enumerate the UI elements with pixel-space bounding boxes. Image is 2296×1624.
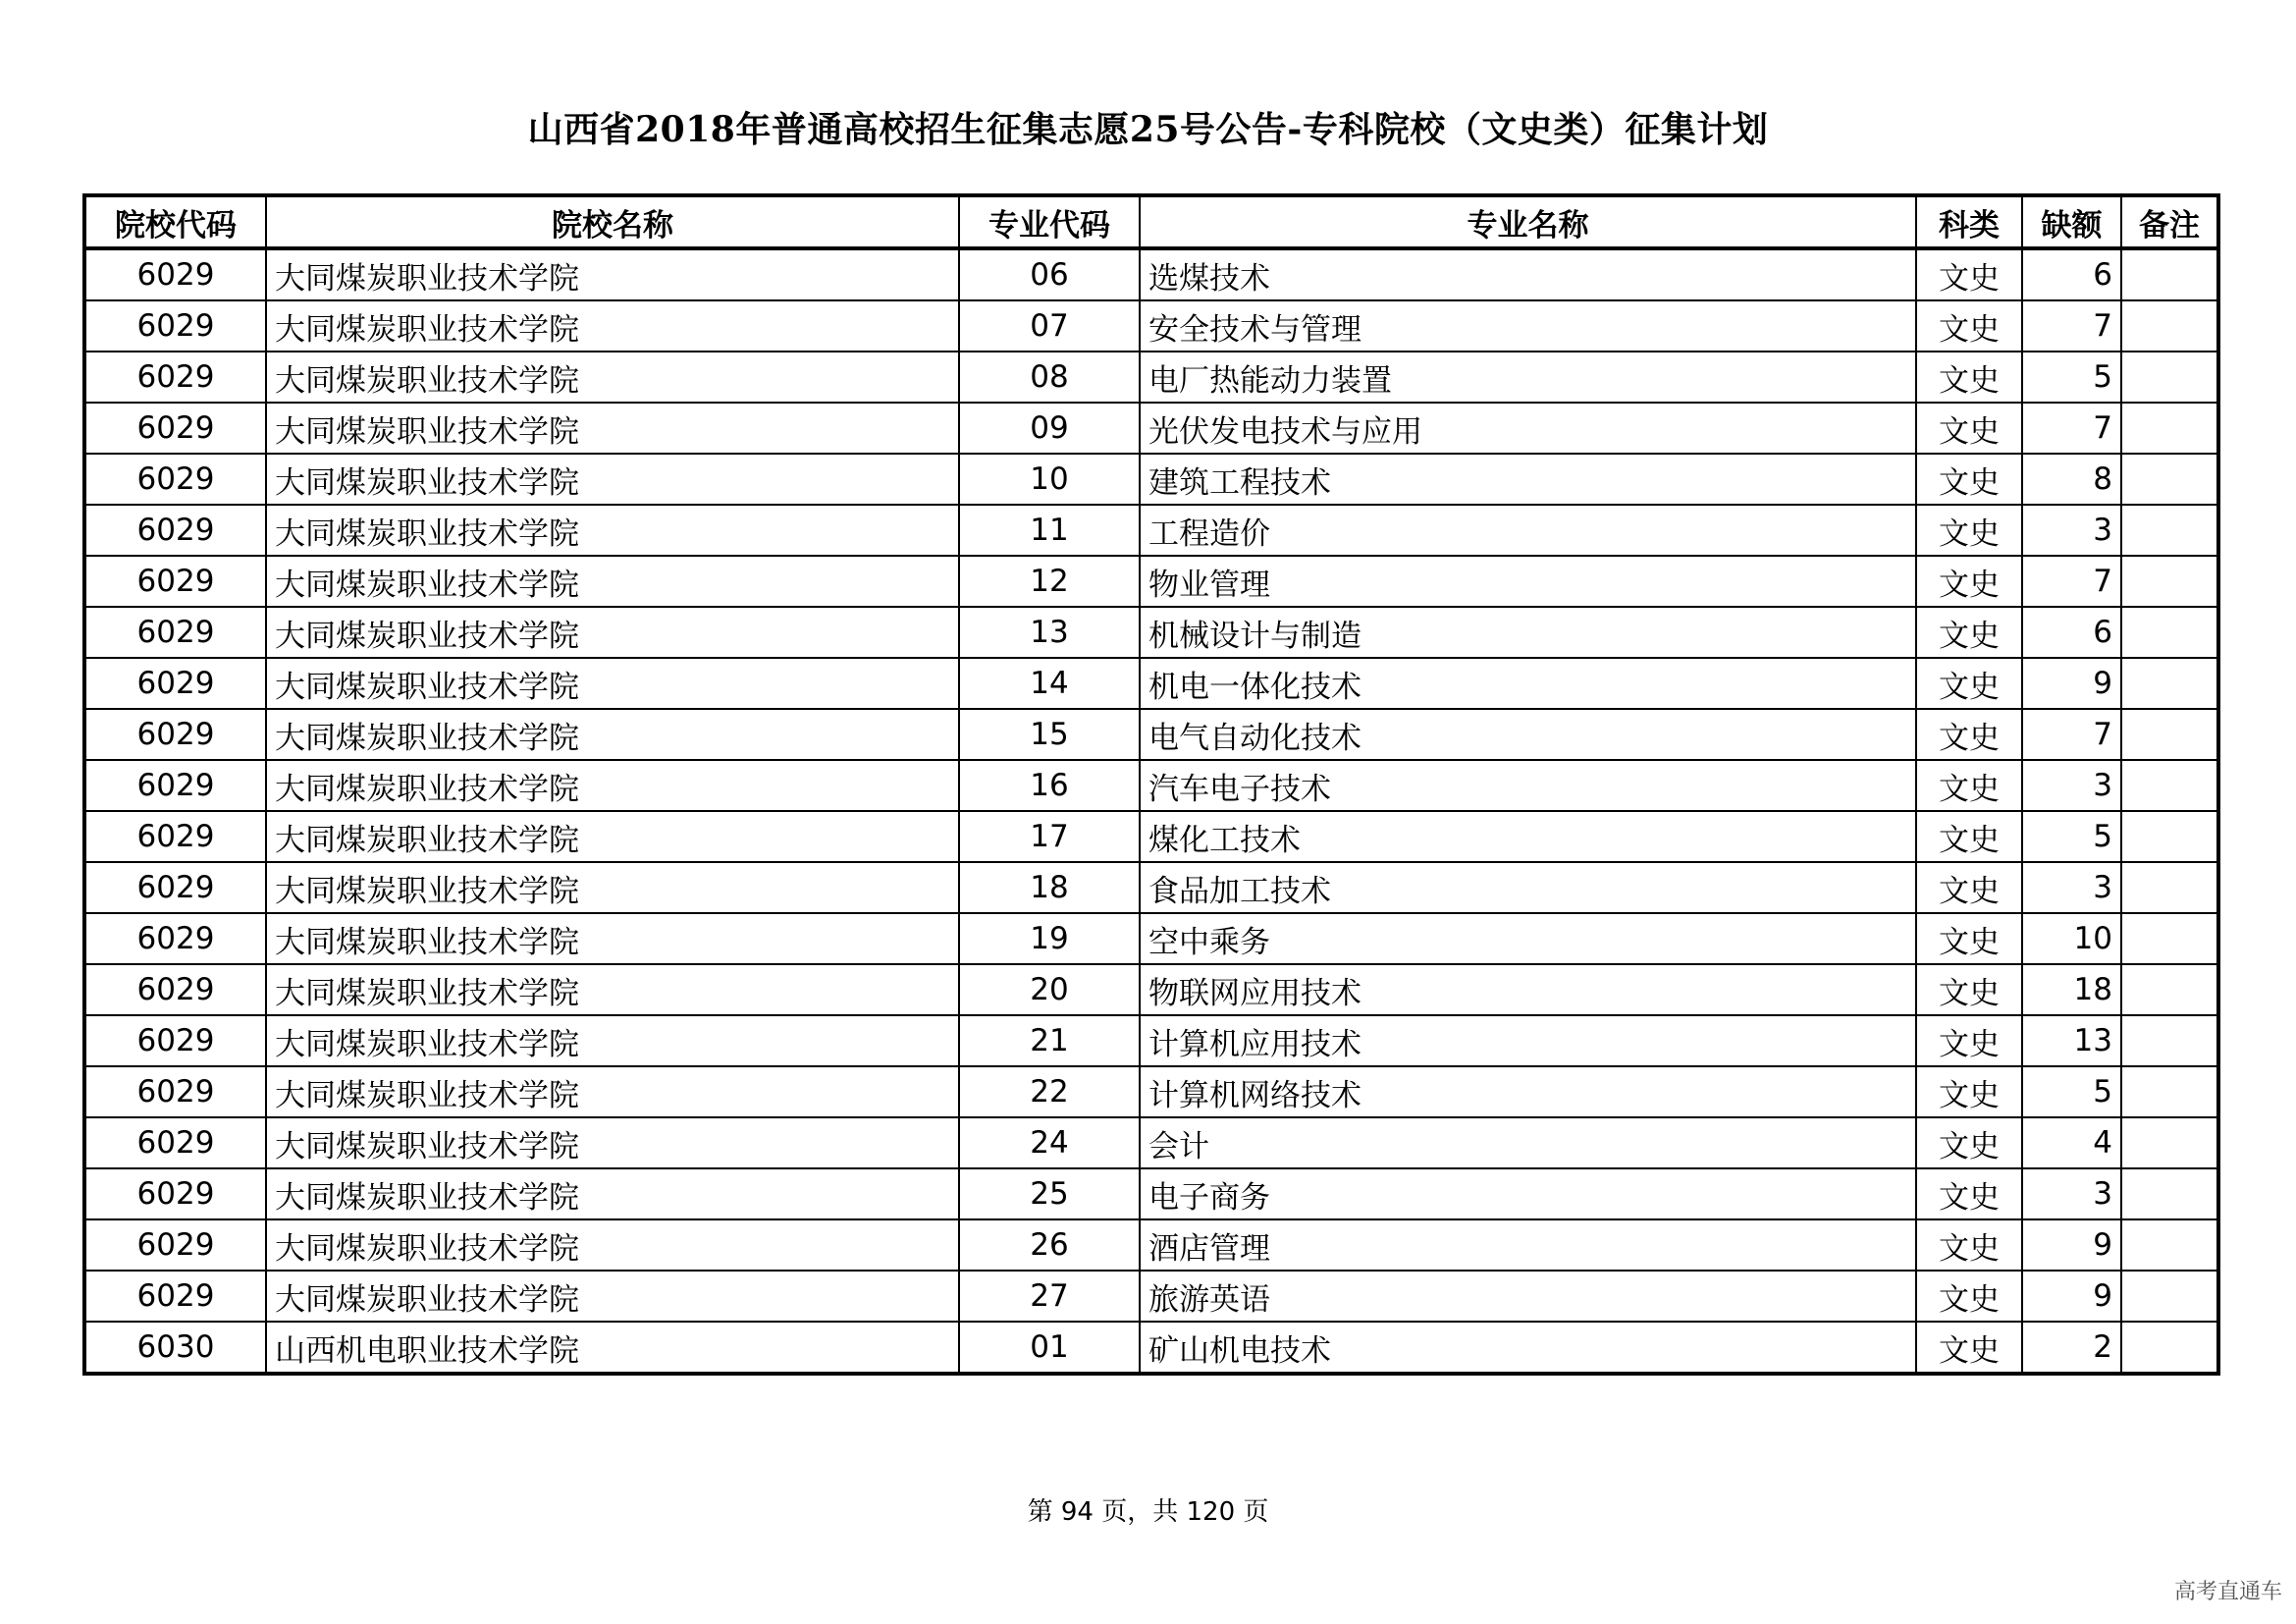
- school-name-cell: 大同煤炭职业技术学院: [266, 403, 959, 454]
- header-category: 科类: [1916, 195, 2022, 248]
- school-name-cell: 大同煤炭职业技术学院: [266, 607, 959, 658]
- remarks-cell: [2121, 1168, 2218, 1219]
- major-code-cell: 21: [959, 1015, 1140, 1066]
- table-row: [84, 862, 2218, 913]
- vacancy-cell: 4: [2022, 1117, 2121, 1168]
- vacancy-cell: 5: [2022, 352, 2121, 403]
- major-name-cell: 汽车电子技术: [1140, 760, 1916, 811]
- vacancy-cell: 3: [2022, 862, 2121, 913]
- school-name-cell: 大同煤炭职业技术学院: [266, 1015, 959, 1066]
- major-code-cell: 27: [959, 1271, 1140, 1322]
- remarks-cell: [2121, 454, 2218, 505]
- major-code-cell: 09: [959, 403, 1140, 454]
- school-code-cell: 6029: [84, 709, 266, 760]
- table-row: [84, 1066, 2218, 1117]
- vacancy-cell: 18: [2022, 964, 2121, 1015]
- school-name-cell: 大同煤炭职业技术学院: [266, 913, 959, 964]
- remarks-cell: [2121, 1015, 2218, 1066]
- major-code-cell: 10: [959, 454, 1140, 505]
- remarks-cell: [2121, 862, 2218, 913]
- header-major-name: 专业名称: [1140, 195, 1916, 248]
- major-code-cell: 18: [959, 862, 1140, 913]
- category-cell: 文史: [1916, 1168, 2022, 1219]
- header-vacancy: 缺额: [2022, 195, 2121, 248]
- category-cell: 文史: [1916, 607, 2022, 658]
- remarks-cell: [2121, 1066, 2218, 1117]
- remarks-cell: [2121, 913, 2218, 964]
- table-row: [84, 1219, 2218, 1271]
- school-code-cell: 6029: [84, 964, 266, 1015]
- remarks-cell: [2121, 556, 2218, 607]
- major-name-cell: 安全技术与管理: [1140, 300, 1916, 352]
- school-code-cell: 6029: [84, 913, 266, 964]
- table-row: [84, 811, 2218, 862]
- major-name-cell: 机械设计与制造: [1140, 607, 1916, 658]
- major-code-cell: 14: [959, 658, 1140, 709]
- category-cell: 文史: [1916, 760, 2022, 811]
- vacancy-cell: 2: [2022, 1322, 2121, 1374]
- category-cell: 文史: [1916, 300, 2022, 352]
- category-cell: 文史: [1916, 403, 2022, 454]
- vacancy-cell: 7: [2022, 403, 2121, 454]
- school-code-cell: 6029: [84, 248, 266, 300]
- vacancy-cell: 5: [2022, 1066, 2121, 1117]
- school-name-cell: 大同煤炭职业技术学院: [266, 1168, 959, 1219]
- major-name-cell: 会计: [1140, 1117, 1916, 1168]
- school-code-cell: 6029: [84, 403, 266, 454]
- table-row: [84, 1322, 2218, 1374]
- school-code-cell: 6029: [84, 1117, 266, 1168]
- major-name-cell: 电厂热能动力装置: [1140, 352, 1916, 403]
- major-name-cell: 选煤技术: [1140, 248, 1916, 300]
- vacancy-cell: 3: [2022, 1168, 2121, 1219]
- major-code-cell: 17: [959, 811, 1140, 862]
- remarks-cell: [2121, 658, 2218, 709]
- remarks-cell: [2121, 505, 2218, 556]
- category-cell: 文史: [1916, 454, 2022, 505]
- table-row: [84, 300, 2218, 352]
- table-row: [84, 1117, 2218, 1168]
- header-school-name: 院校名称: [266, 195, 959, 248]
- category-cell: 文史: [1916, 1322, 2022, 1374]
- remarks-cell: [2121, 1219, 2218, 1271]
- major-name-cell: 建筑工程技术: [1140, 454, 1916, 505]
- category-cell: 文史: [1916, 505, 2022, 556]
- school-name-cell: 大同煤炭职业技术学院: [266, 454, 959, 505]
- major-name-cell: 工程造价: [1140, 505, 1916, 556]
- school-code-cell: 6029: [84, 1168, 266, 1219]
- school-name-cell: 大同煤炭职业技术学院: [266, 300, 959, 352]
- major-name-cell: 空中乘务: [1140, 913, 1916, 964]
- major-code-cell: 13: [959, 607, 1140, 658]
- major-name-cell: 旅游英语: [1140, 1271, 1916, 1322]
- major-code-cell: 07: [959, 300, 1140, 352]
- table-row: [84, 964, 2218, 1015]
- school-name-cell: 大同煤炭职业技术学院: [266, 709, 959, 760]
- major-code-cell: 25: [959, 1168, 1140, 1219]
- category-cell: 文史: [1916, 1015, 2022, 1066]
- major-name-cell: 矿山机电技术: [1140, 1322, 1916, 1374]
- vacancy-cell: 7: [2022, 300, 2121, 352]
- school-code-cell: 6029: [84, 607, 266, 658]
- school-code-cell: 6029: [84, 1015, 266, 1066]
- remarks-cell: [2121, 300, 2218, 352]
- major-name-cell: 酒店管理: [1140, 1219, 1916, 1271]
- major-name-cell: 计算机应用技术: [1140, 1015, 1916, 1066]
- header-remarks: 备注: [2121, 195, 2218, 248]
- vacancy-cell: 9: [2022, 1271, 2121, 1322]
- category-cell: 文史: [1916, 811, 2022, 862]
- vacancy-cell: 3: [2022, 760, 2121, 811]
- table-row: [84, 1015, 2218, 1066]
- remarks-cell: [2121, 811, 2218, 862]
- major-name-cell: 电气自动化技术: [1140, 709, 1916, 760]
- table-body: [84, 248, 2218, 1374]
- school-name-cell: 大同煤炭职业技术学院: [266, 248, 959, 300]
- category-cell: 文史: [1916, 352, 2022, 403]
- school-code-cell: 6029: [84, 454, 266, 505]
- school-code-cell: 6029: [84, 1066, 266, 1117]
- category-cell: 文史: [1916, 1219, 2022, 1271]
- school-code-cell: 6029: [84, 300, 266, 352]
- remarks-cell: [2121, 352, 2218, 403]
- major-name-cell: 煤化工技术: [1140, 811, 1916, 862]
- school-name-cell: 大同煤炭职业技术学院: [266, 811, 959, 862]
- school-code-cell: 6029: [84, 658, 266, 709]
- major-name-cell: 食品加工技术: [1140, 862, 1916, 913]
- remarks-cell: [2121, 1271, 2218, 1322]
- school-code-cell: 6029: [84, 505, 266, 556]
- major-name-cell: 机电一体化技术: [1140, 658, 1916, 709]
- table-header-row: [84, 195, 2218, 248]
- major-code-cell: 15: [959, 709, 1140, 760]
- vacancy-cell: 3: [2022, 505, 2121, 556]
- remarks-cell: [2121, 1117, 2218, 1168]
- remarks-cell: [2121, 760, 2218, 811]
- vacancy-cell: 5: [2022, 811, 2121, 862]
- school-name-cell: 山西机电职业技术学院: [266, 1322, 959, 1374]
- table-row: [84, 709, 2218, 760]
- category-cell: 文史: [1916, 913, 2022, 964]
- school-name-cell: 大同煤炭职业技术学院: [266, 1066, 959, 1117]
- category-cell: 文史: [1916, 709, 2022, 760]
- table-row: [84, 658, 2218, 709]
- table-row: [84, 454, 2218, 505]
- category-cell: 文史: [1916, 1271, 2022, 1322]
- major-code-cell: 12: [959, 556, 1140, 607]
- major-code-cell: 19: [959, 913, 1140, 964]
- major-name-cell: 物业管理: [1140, 556, 1916, 607]
- page-number: 第 94 页，共 120 页: [1027, 1497, 1269, 1527]
- school-name-cell: 大同煤炭职业技术学院: [266, 658, 959, 709]
- major-name-cell: 物联网应用技术: [1140, 964, 1916, 1015]
- school-name-cell: 大同煤炭职业技术学院: [266, 862, 959, 913]
- vacancy-cell: 9: [2022, 658, 2121, 709]
- category-cell: 文史: [1916, 1066, 2022, 1117]
- major-code-cell: 22: [959, 1066, 1140, 1117]
- school-code-cell: 6029: [84, 811, 266, 862]
- vacancy-cell: 6: [2022, 607, 2121, 658]
- major-name-cell: 计算机网络技术: [1140, 1066, 1916, 1117]
- category-cell: 文史: [1916, 556, 2022, 607]
- school-name-cell: 大同煤炭职业技术学院: [266, 505, 959, 556]
- major-code-cell: 01: [959, 1322, 1140, 1374]
- vacancy-cell: 9: [2022, 1219, 2121, 1271]
- table-row: [84, 760, 2218, 811]
- page-title: 山西省2018年普通高校招生征集志愿25号公告-专科院校（文史类）征集计划: [527, 109, 1769, 150]
- category-cell: 文史: [1916, 658, 2022, 709]
- remarks-cell: [2121, 248, 2218, 300]
- category-cell: 文史: [1916, 862, 2022, 913]
- header-major-code: 专业代码: [959, 195, 1140, 248]
- vacancy-cell: 8: [2022, 454, 2121, 505]
- category-cell: 文史: [1916, 964, 2022, 1015]
- remarks-cell: [2121, 964, 2218, 1015]
- enrollment-plan-table: [82, 193, 2220, 1376]
- table-row: [84, 352, 2218, 403]
- school-code-cell: 6029: [84, 556, 266, 607]
- school-code-cell: 6029: [84, 862, 266, 913]
- vacancy-cell: 6: [2022, 248, 2121, 300]
- table-row: [84, 556, 2218, 607]
- vacancy-cell: 7: [2022, 556, 2121, 607]
- school-code-cell: 6029: [84, 760, 266, 811]
- school-code-cell: 6029: [84, 1219, 266, 1271]
- major-code-cell: 06: [959, 248, 1140, 300]
- school-name-cell: 大同煤炭职业技术学院: [266, 1117, 959, 1168]
- table-row: [84, 248, 2218, 300]
- major-code-cell: 20: [959, 964, 1140, 1015]
- table-row: [84, 403, 2218, 454]
- school-name-cell: 大同煤炭职业技术学院: [266, 760, 959, 811]
- table-row: [84, 913, 2218, 964]
- major-name-cell: 光伏发电技术与应用: [1140, 403, 1916, 454]
- school-name-cell: 大同煤炭职业技术学院: [266, 1219, 959, 1271]
- table-row: [84, 1271, 2218, 1322]
- vacancy-cell: 10: [2022, 913, 2121, 964]
- header-school-code: 院校代码: [84, 195, 266, 248]
- category-cell: 文史: [1916, 1117, 2022, 1168]
- table-row: [84, 505, 2218, 556]
- major-code-cell: 26: [959, 1219, 1140, 1271]
- remarks-cell: [2121, 403, 2218, 454]
- major-code-cell: 11: [959, 505, 1140, 556]
- table-row: [84, 1168, 2218, 1219]
- major-code-cell: 16: [959, 760, 1140, 811]
- major-name-cell: 电子商务: [1140, 1168, 1916, 1219]
- major-code-cell: 24: [959, 1117, 1140, 1168]
- school-name-cell: 大同煤炭职业技术学院: [266, 1271, 959, 1322]
- category-cell: 文史: [1916, 248, 2022, 300]
- table-row: [84, 607, 2218, 658]
- major-code-cell: 08: [959, 352, 1140, 403]
- watermark: 高考直通车: [2173, 1580, 2282, 1604]
- remarks-cell: [2121, 1322, 2218, 1374]
- school-name-cell: 大同煤炭职业技术学院: [266, 556, 959, 607]
- school-code-cell: 6030: [84, 1322, 266, 1374]
- vacancy-cell: 7: [2022, 709, 2121, 760]
- remarks-cell: [2121, 709, 2218, 760]
- school-code-cell: 6029: [84, 352, 266, 403]
- school-name-cell: 大同煤炭职业技术学院: [266, 964, 959, 1015]
- remarks-cell: [2121, 607, 2218, 658]
- school-code-cell: 6029: [84, 1271, 266, 1322]
- school-name-cell: 大同煤炭职业技术学院: [266, 352, 959, 403]
- vacancy-cell: 13: [2022, 1015, 2121, 1066]
